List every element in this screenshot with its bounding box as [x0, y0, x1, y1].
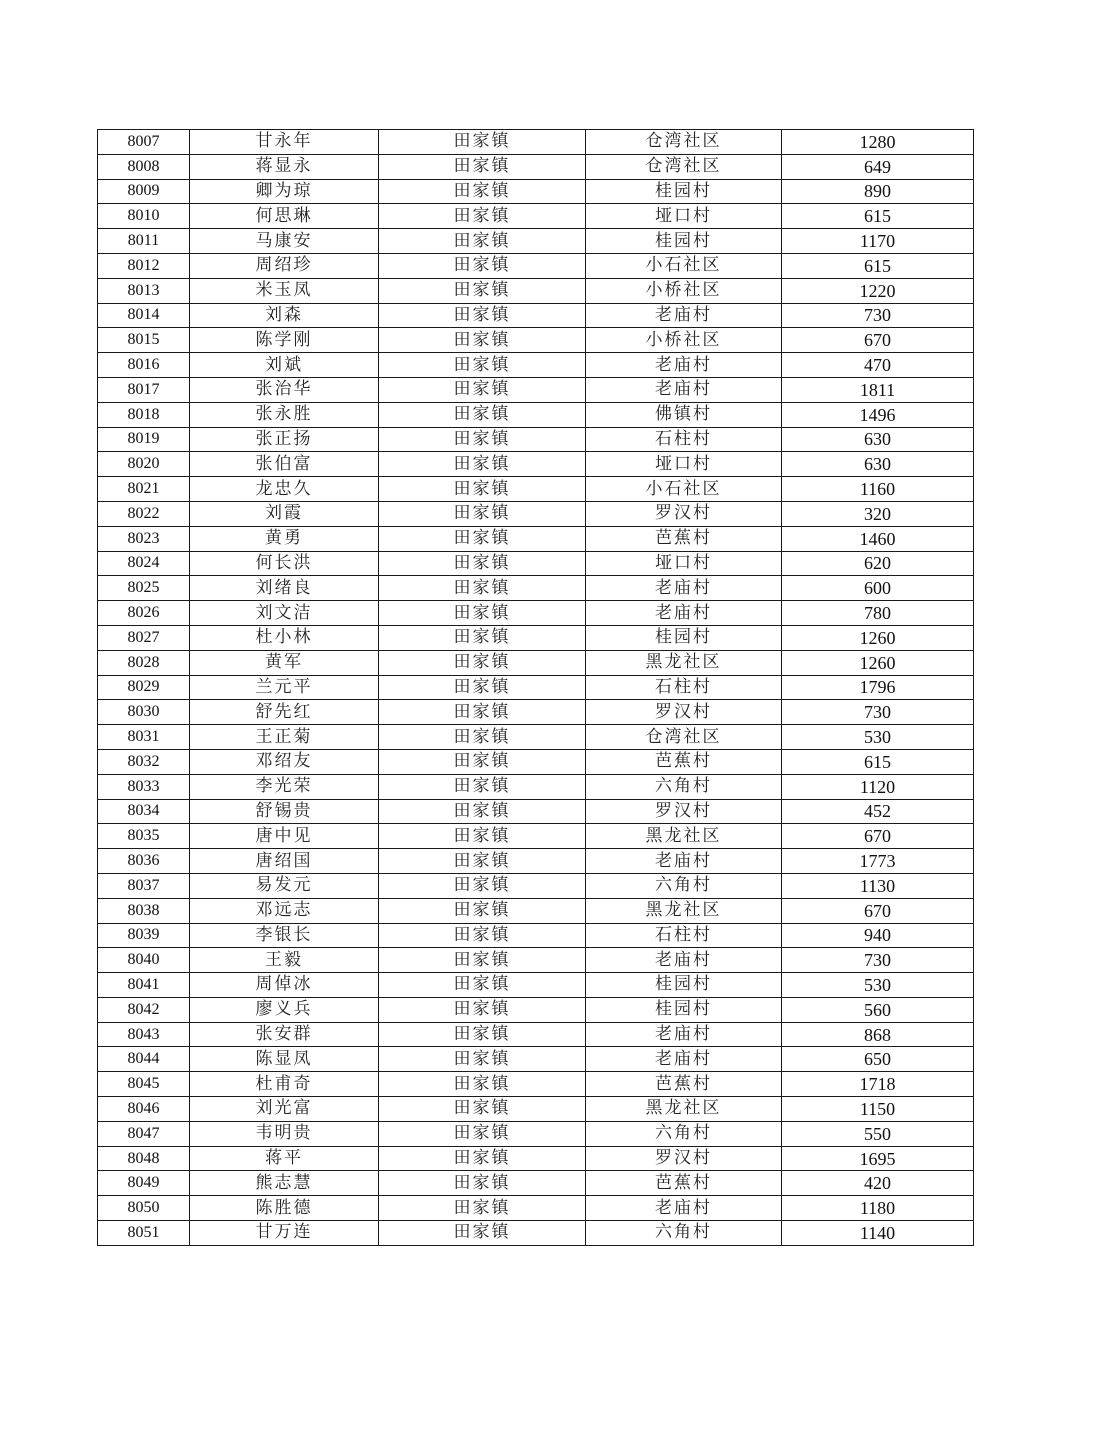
- cell-serial-number: 8016: [98, 353, 190, 378]
- table-row: [98, 452, 974, 477]
- cell-serial-number: 8038: [98, 898, 190, 923]
- table-row: [98, 1097, 974, 1122]
- cell-serial-number: 8051: [98, 1221, 190, 1246]
- cell-village: 小桥社区: [586, 328, 782, 353]
- cell-serial-number: 8015: [98, 328, 190, 353]
- cell-amount: 670: [782, 328, 974, 353]
- cell-amount: 630: [782, 427, 974, 452]
- cell-town: 田家镇: [379, 328, 586, 353]
- cell-town: 田家镇: [379, 576, 586, 601]
- cell-name: 甘永年: [190, 130, 379, 155]
- cell-amount: 780: [782, 601, 974, 626]
- cell-name: 舒先红: [190, 700, 379, 725]
- cell-name: 蒋显永: [190, 154, 379, 179]
- table-row: [98, 278, 974, 303]
- cell-village: 垭口村: [586, 204, 782, 229]
- table-row: [98, 849, 974, 874]
- cell-serial-number: 8050: [98, 1196, 190, 1221]
- table-row: [98, 204, 974, 229]
- table-row: [98, 601, 974, 626]
- cell-name: 甘万连: [190, 1221, 379, 1246]
- cell-serial-number: 8017: [98, 377, 190, 402]
- cell-amount: 730: [782, 700, 974, 725]
- cell-town: 田家镇: [379, 179, 586, 204]
- cell-village: 桂园村: [586, 229, 782, 254]
- cell-town: 田家镇: [379, 1171, 586, 1196]
- cell-amount: 630: [782, 452, 974, 477]
- cell-name: 张正扬: [190, 427, 379, 452]
- cell-village: 老庙村: [586, 1196, 782, 1221]
- cell-village: 老庙村: [586, 849, 782, 874]
- cell-village: 老庙村: [586, 601, 782, 626]
- cell-name: 兰元平: [190, 675, 379, 700]
- cell-name: 杜甫奇: [190, 1072, 379, 1097]
- cell-amount: 452: [782, 799, 974, 824]
- cell-town: 田家镇: [379, 154, 586, 179]
- table-row: [98, 625, 974, 650]
- cell-serial-number: 8013: [98, 278, 190, 303]
- cell-serial-number: 8031: [98, 725, 190, 750]
- cell-village: 石柱村: [586, 675, 782, 700]
- cell-amount: 420: [782, 1171, 974, 1196]
- table-row: [98, 576, 974, 601]
- cell-name: 王毅: [190, 948, 379, 973]
- cell-amount: 940: [782, 923, 974, 948]
- cell-village: 桂园村: [586, 179, 782, 204]
- cell-amount: 730: [782, 303, 974, 328]
- cell-village: 小桥社区: [586, 278, 782, 303]
- cell-amount: 670: [782, 824, 974, 849]
- cell-town: 田家镇: [379, 1121, 586, 1146]
- table-row: [98, 130, 974, 155]
- cell-name: 周倬冰: [190, 973, 379, 998]
- cell-town: 田家镇: [379, 873, 586, 898]
- cell-name: 易发元: [190, 873, 379, 898]
- cell-serial-number: 8011: [98, 229, 190, 254]
- cell-village: 六角村: [586, 774, 782, 799]
- cell-amount: 320: [782, 501, 974, 526]
- cell-village: 仓湾社区: [586, 725, 782, 750]
- cell-serial-number: 8021: [98, 477, 190, 502]
- cell-village: 佛镇村: [586, 402, 782, 427]
- cell-name: 陈胜德: [190, 1196, 379, 1221]
- cell-village: 老庙村: [586, 576, 782, 601]
- cell-village: 老庙村: [586, 1047, 782, 1072]
- cell-name: 熊志慧: [190, 1171, 379, 1196]
- document-page: [97, 129, 973, 1246]
- cell-village: 石柱村: [586, 427, 782, 452]
- cell-name: 张伯富: [190, 452, 379, 477]
- cell-name: 韦明贵: [190, 1121, 379, 1146]
- cell-name: 周绍珍: [190, 253, 379, 278]
- cell-name: 陈学刚: [190, 328, 379, 353]
- cell-amount: 1796: [782, 675, 974, 700]
- table-row: [98, 229, 974, 254]
- cell-town: 田家镇: [379, 774, 586, 799]
- cell-town: 田家镇: [379, 204, 586, 229]
- cell-amount: 550: [782, 1121, 974, 1146]
- table-row: [98, 923, 974, 948]
- cell-town: 田家镇: [379, 898, 586, 923]
- table-row: [98, 1022, 974, 1047]
- cell-name: 刘光富: [190, 1097, 379, 1122]
- cell-town: 田家镇: [379, 452, 586, 477]
- cell-amount: 1496: [782, 402, 974, 427]
- table-row: [98, 353, 974, 378]
- cell-name: 黄勇: [190, 526, 379, 551]
- cell-serial-number: 8047: [98, 1121, 190, 1146]
- cell-serial-number: 8037: [98, 873, 190, 898]
- cell-village: 黑龙社区: [586, 1097, 782, 1122]
- cell-amount: 650: [782, 1047, 974, 1072]
- cell-amount: 1130: [782, 873, 974, 898]
- cell-serial-number: 8039: [98, 923, 190, 948]
- table-row: [98, 1047, 974, 1072]
- cell-name: 何长洪: [190, 551, 379, 576]
- cell-serial-number: 8043: [98, 1022, 190, 1047]
- cell-name: 王正菊: [190, 725, 379, 750]
- cell-town: 田家镇: [379, 650, 586, 675]
- table-row: [98, 1196, 974, 1221]
- roster-table: [97, 129, 974, 1246]
- table-row: [98, 402, 974, 427]
- cell-amount: 560: [782, 997, 974, 1022]
- cell-amount: 615: [782, 253, 974, 278]
- cell-town: 田家镇: [379, 1022, 586, 1047]
- cell-serial-number: 8029: [98, 675, 190, 700]
- table-row: [98, 501, 974, 526]
- cell-village: 仓湾社区: [586, 130, 782, 155]
- cell-village: 桂园村: [586, 997, 782, 1022]
- cell-village: 小石社区: [586, 477, 782, 502]
- cell-amount: 1150: [782, 1097, 974, 1122]
- cell-amount: 600: [782, 576, 974, 601]
- cell-village: 六角村: [586, 873, 782, 898]
- cell-town: 田家镇: [379, 477, 586, 502]
- cell-name: 邓远志: [190, 898, 379, 923]
- cell-town: 田家镇: [379, 1196, 586, 1221]
- cell-serial-number: 8046: [98, 1097, 190, 1122]
- cell-village: 老庙村: [586, 948, 782, 973]
- cell-amount: 649: [782, 154, 974, 179]
- cell-town: 田家镇: [379, 948, 586, 973]
- roster-table-body: [98, 130, 974, 1246]
- cell-name: 刘绪良: [190, 576, 379, 601]
- cell-serial-number: 8025: [98, 576, 190, 601]
- cell-amount: 1160: [782, 477, 974, 502]
- cell-town: 田家镇: [379, 427, 586, 452]
- cell-amount: 615: [782, 749, 974, 774]
- table-row: [98, 749, 974, 774]
- cell-town: 田家镇: [379, 997, 586, 1022]
- cell-serial-number: 8024: [98, 551, 190, 576]
- cell-village: 芭蕉村: [586, 1171, 782, 1196]
- cell-town: 田家镇: [379, 402, 586, 427]
- table-row: [98, 1121, 974, 1146]
- cell-name: 卿为琼: [190, 179, 379, 204]
- cell-serial-number: 8044: [98, 1047, 190, 1072]
- cell-village: 桂园村: [586, 973, 782, 998]
- cell-village: 桂园村: [586, 625, 782, 650]
- cell-village: 罗汉村: [586, 501, 782, 526]
- table-row: [98, 725, 974, 750]
- cell-serial-number: 8030: [98, 700, 190, 725]
- cell-town: 田家镇: [379, 675, 586, 700]
- cell-amount: 530: [782, 973, 974, 998]
- table-row: [98, 898, 974, 923]
- cell-village: 罗汉村: [586, 799, 782, 824]
- cell-town: 田家镇: [379, 353, 586, 378]
- table-row: [98, 427, 974, 452]
- cell-town: 田家镇: [379, 625, 586, 650]
- cell-amount: 1695: [782, 1146, 974, 1171]
- table-row: [98, 179, 974, 204]
- cell-amount: 1773: [782, 849, 974, 874]
- cell-town: 田家镇: [379, 1146, 586, 1171]
- cell-amount: 470: [782, 353, 974, 378]
- cell-serial-number: 8026: [98, 601, 190, 626]
- cell-village: 老庙村: [586, 353, 782, 378]
- cell-village: 黑龙社区: [586, 824, 782, 849]
- table-row: [98, 873, 974, 898]
- cell-town: 田家镇: [379, 849, 586, 874]
- cell-town: 田家镇: [379, 526, 586, 551]
- cell-town: 田家镇: [379, 303, 586, 328]
- cell-village: 黑龙社区: [586, 898, 782, 923]
- cell-town: 田家镇: [379, 1221, 586, 1246]
- cell-amount: 890: [782, 179, 974, 204]
- cell-town: 田家镇: [379, 725, 586, 750]
- table-row: [98, 377, 974, 402]
- cell-village: 六角村: [586, 1221, 782, 1246]
- cell-village: 垭口村: [586, 551, 782, 576]
- cell-village: 罗汉村: [586, 700, 782, 725]
- cell-name: 米玉凤: [190, 278, 379, 303]
- table-row: [98, 253, 974, 278]
- table-row: [98, 799, 974, 824]
- cell-serial-number: 8049: [98, 1171, 190, 1196]
- cell-name: 张安群: [190, 1022, 379, 1047]
- cell-serial-number: 8028: [98, 650, 190, 675]
- cell-serial-number: 8019: [98, 427, 190, 452]
- table-row: [98, 526, 974, 551]
- cell-name: 舒锡贵: [190, 799, 379, 824]
- cell-town: 田家镇: [379, 253, 586, 278]
- cell-name: 马康安: [190, 229, 379, 254]
- cell-serial-number: 8035: [98, 824, 190, 849]
- table-row: [98, 154, 974, 179]
- cell-amount: 1180: [782, 1196, 974, 1221]
- cell-town: 田家镇: [379, 1072, 586, 1097]
- cell-serial-number: 8032: [98, 749, 190, 774]
- table-row: [98, 1221, 974, 1246]
- cell-amount: 1120: [782, 774, 974, 799]
- cell-village: 芭蕉村: [586, 1072, 782, 1097]
- cell-town: 田家镇: [379, 824, 586, 849]
- cell-town: 田家镇: [379, 1047, 586, 1072]
- table-row: [98, 675, 974, 700]
- cell-town: 田家镇: [379, 377, 586, 402]
- cell-name: 龙忠久: [190, 477, 379, 502]
- cell-name: 杜小林: [190, 625, 379, 650]
- table-row: [98, 303, 974, 328]
- cell-village: 老庙村: [586, 377, 782, 402]
- table-row: [98, 328, 974, 353]
- cell-name: 邓绍友: [190, 749, 379, 774]
- cell-name: 张永胜: [190, 402, 379, 427]
- cell-name: 廖义兵: [190, 997, 379, 1022]
- cell-village: 芭蕉村: [586, 749, 782, 774]
- cell-serial-number: 8041: [98, 973, 190, 998]
- cell-town: 田家镇: [379, 278, 586, 303]
- cell-name: 蒋平: [190, 1146, 379, 1171]
- cell-village: 罗汉村: [586, 1146, 782, 1171]
- cell-town: 田家镇: [379, 601, 586, 626]
- cell-name: 何思琳: [190, 204, 379, 229]
- cell-serial-number: 8033: [98, 774, 190, 799]
- cell-town: 田家镇: [379, 700, 586, 725]
- table-row: [98, 824, 974, 849]
- cell-serial-number: 8007: [98, 130, 190, 155]
- cell-name: 唐绍国: [190, 849, 379, 874]
- cell-name: 陈显凤: [190, 1047, 379, 1072]
- cell-name: 刘斌: [190, 353, 379, 378]
- cell-serial-number: 8034: [98, 799, 190, 824]
- cell-town: 田家镇: [379, 749, 586, 774]
- cell-serial-number: 8048: [98, 1146, 190, 1171]
- cell-village: 仓湾社区: [586, 154, 782, 179]
- cell-name: 黄军: [190, 650, 379, 675]
- cell-village: 小石社区: [586, 253, 782, 278]
- cell-village: 老庙村: [586, 303, 782, 328]
- cell-serial-number: 8009: [98, 179, 190, 204]
- cell-town: 田家镇: [379, 799, 586, 824]
- cell-amount: 615: [782, 204, 974, 229]
- cell-village: 六角村: [586, 1121, 782, 1146]
- cell-amount: 670: [782, 898, 974, 923]
- cell-serial-number: 8027: [98, 625, 190, 650]
- table-row: [98, 774, 974, 799]
- cell-amount: 1260: [782, 625, 974, 650]
- table-row: [98, 973, 974, 998]
- cell-village: 垭口村: [586, 452, 782, 477]
- cell-amount: 1280: [782, 130, 974, 155]
- cell-serial-number: 8020: [98, 452, 190, 477]
- cell-serial-number: 8014: [98, 303, 190, 328]
- cell-village: 石柱村: [586, 923, 782, 948]
- cell-name: 李光荣: [190, 774, 379, 799]
- cell-serial-number: 8018: [98, 402, 190, 427]
- cell-name: 李银长: [190, 923, 379, 948]
- cell-town: 田家镇: [379, 1097, 586, 1122]
- table-row: [98, 1146, 974, 1171]
- cell-name: 唐中见: [190, 824, 379, 849]
- cell-amount: 1460: [782, 526, 974, 551]
- cell-amount: 1811: [782, 377, 974, 402]
- table-row: [98, 997, 974, 1022]
- cell-name: 张治华: [190, 377, 379, 402]
- cell-amount: 1140: [782, 1221, 974, 1246]
- cell-serial-number: 8036: [98, 849, 190, 874]
- cell-village: 黑龙社区: [586, 650, 782, 675]
- cell-amount: 1718: [782, 1072, 974, 1097]
- cell-amount: 620: [782, 551, 974, 576]
- cell-town: 田家镇: [379, 973, 586, 998]
- table-row: [98, 700, 974, 725]
- cell-serial-number: 8045: [98, 1072, 190, 1097]
- cell-serial-number: 8008: [98, 154, 190, 179]
- cell-town: 田家镇: [379, 229, 586, 254]
- cell-town: 田家镇: [379, 551, 586, 576]
- cell-amount: 1170: [782, 229, 974, 254]
- table-row: [98, 650, 974, 675]
- cell-name: 刘霞: [190, 501, 379, 526]
- cell-name: 刘文洁: [190, 601, 379, 626]
- cell-town: 田家镇: [379, 923, 586, 948]
- cell-amount: 530: [782, 725, 974, 750]
- table-row: [98, 1072, 974, 1097]
- cell-amount: 868: [782, 1022, 974, 1047]
- table-row: [98, 477, 974, 502]
- table-row: [98, 948, 974, 973]
- cell-name: 刘森: [190, 303, 379, 328]
- cell-amount: 730: [782, 948, 974, 973]
- cell-amount: 1220: [782, 278, 974, 303]
- cell-town: 田家镇: [379, 501, 586, 526]
- cell-serial-number: 8042: [98, 997, 190, 1022]
- cell-village: 芭蕉村: [586, 526, 782, 551]
- cell-amount: 1260: [782, 650, 974, 675]
- cell-village: 老庙村: [586, 1022, 782, 1047]
- table-row: [98, 1171, 974, 1196]
- cell-serial-number: 8010: [98, 204, 190, 229]
- cell-town: 田家镇: [379, 130, 586, 155]
- cell-serial-number: 8012: [98, 253, 190, 278]
- table-row: [98, 551, 974, 576]
- cell-serial-number: 8040: [98, 948, 190, 973]
- cell-serial-number: 8022: [98, 501, 190, 526]
- cell-serial-number: 8023: [98, 526, 190, 551]
